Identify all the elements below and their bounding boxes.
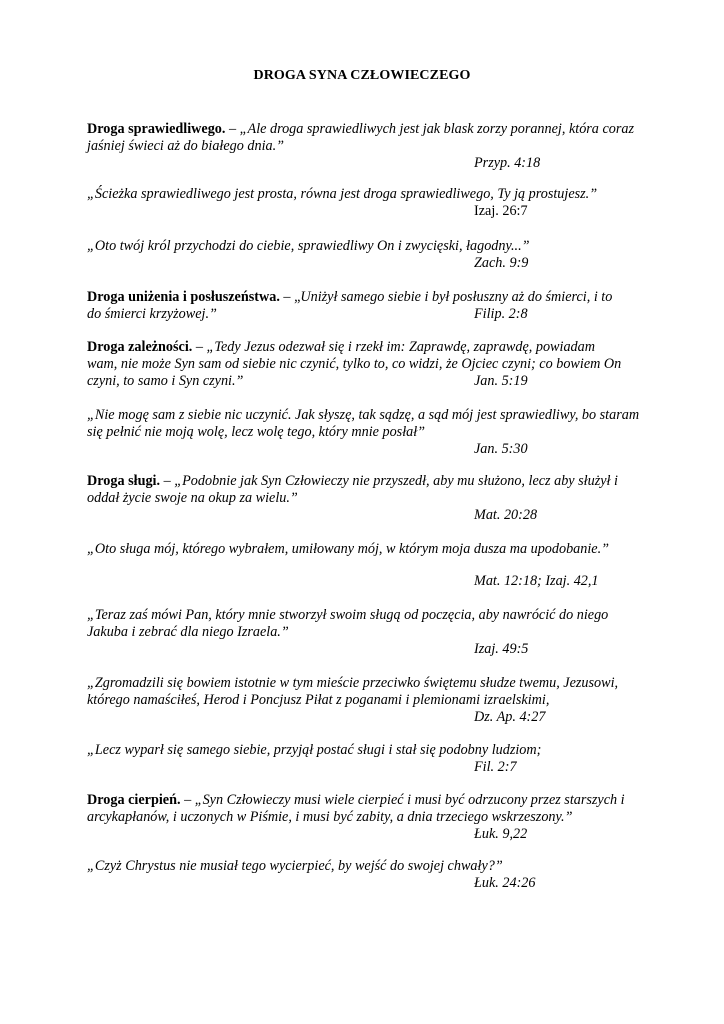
entry-reference: Filip. 2:8 [474,306,528,322]
entry-quote: „Teraz zaś mówi Pan, który mnie stworzył swoim sługą od poczęcia, aby nawrócić do niego Jakuba i zebrać dla niego Izraela.” [87,607,609,640]
entry-separator: – [160,473,175,489]
entry-quote-fil-2 [87,742,647,776]
entry-quote-line: czyni, to samo i Syn czyni.” [87,373,244,389]
entry-droga-sprawiedliwego [87,121,647,172]
entry-quote-line: wam, nie może Syn sam od siebie nic czynić, tylko to, co widzi, że Ojciec czyni; co bowiem On [87,356,622,372]
entry-quote-izaj-49 [87,607,647,658]
entry-quote-line: do śmierci krzyżowej.” [87,306,217,322]
entry-heading: Droga sprawiedliwego. [87,121,226,137]
entry-quote: „Czyż Chrystus nie musiał tego wycierpieć, by wejść do swojej chwały?” [87,858,503,874]
entry-heading: Droga uniżenia i posłuszeństwa. [87,289,280,305]
entry-droga-zaleznosci [87,339,647,390]
entry-quote-luk-24 [87,858,647,892]
entry-quote-dz-ap-4 [87,675,647,726]
entry-quote: „Oto sługa mój, którego wybrałem, umiłowany mój, w którym moja dusza ma upodobanie.” [87,541,610,557]
entry-heading: Droga zależności. [87,339,193,355]
entry-reference: Jan. 5:19 [474,373,528,389]
entry-separator: – [225,121,240,137]
entry-quote-line: „Tedy Jezus odezwał się i rzekł im: Zaprawdę, zaprawdę, powiadam [206,339,595,355]
entry-quote-zach-9 [87,238,647,272]
entry-reference: Zach. 9:9 [474,255,529,271]
entry-quote: „Ścieżka sprawiedliwego jest prosta, równa jest droga sprawiedliwego, Ty ją prostujesz.” [87,186,598,202]
entry-heading: Droga cierpień. [87,792,181,808]
entry-droga-unizenia [87,289,647,323]
entry-reference: Mat. 12:18; Izaj. 42,1 [474,573,599,589]
entry-quote-mat-12 [87,541,647,590]
entry-heading: Droga sługi. [87,473,161,489]
entry-separator: – [180,792,195,808]
entry-quote: „Podobnie jak Syn Człowieczy nie przyszedł, aby mu służono, lecz aby służył i oddał życie swoje na okup za wielu.” [87,473,618,506]
entry-quote: „Syn Człowieczy musi wiele cierpieć i musi być odrzucony przez starszych i arcykapłanów, i uczonych w Piśmie, i musi być zabity, a dnia trzeciego wskrzeszony.” [87,792,625,825]
entry-reference: Łuk. 24:26 [474,875,536,891]
entry-reference: Fil. 2:7 [474,759,517,775]
document-title: DROGA SYNA CZŁOWIECZEGO [253,68,471,83]
entry-reference: Izaj. 49:5 [474,641,529,657]
entry-separator: – [192,339,207,355]
entry-reference: Mat. 20:28 [474,507,538,523]
entry-quote-izaj-26 [87,186,647,220]
entry-separator: – „ [279,289,301,305]
entry-quote: „Zgromadzili się bowiem istotnie w tym mieście przeciwko świętemu słudze twemu, Jezusowi, którego namaściłeś, Herod i Poncjusz Piłat z poganami i plemionami izraelskimi, [87,675,619,708]
entry-quote: „Lecz wyparł się samego siebie, przyjął postać sługi i stał się podobny ludziom; [87,742,542,758]
entry-droga-cierpien [87,792,647,843]
entry-droga-slugi [87,473,647,524]
entry-reference: Jan. 5:30 [474,441,528,457]
entry-reference: Dz. Ap. 4:27 [474,709,546,725]
entry-quote-line: Uniżył samego siebie i był posłuszny aż do śmierci, i to [300,289,613,305]
entry-quote: „Oto twój król przychodzi do ciebie, sprawiedliwy On i zwycięski, łagodny...” [87,238,530,254]
entry-quote: „Nie mogę sam z siebie nic uczynić. Jak słyszę, tak sądzę, a sąd mój jest sprawiedliwy, bo staram się pełnić nie moją wolę, lecz wolę tego, który mnie posłał” [87,407,640,440]
entry-quote: „Ale droga sprawiedliwych jest jak blask zorzy porannej, która coraz jaśniej świeci aż do białego dnia.” [87,121,634,154]
entry-reference: Przyp. 4:18 [474,155,541,171]
entry-reference: Izaj. 26:7 [474,203,528,219]
entry-quote-jan-5-30 [87,407,647,458]
entry-reference: Łuk. 9,22 [474,826,528,842]
